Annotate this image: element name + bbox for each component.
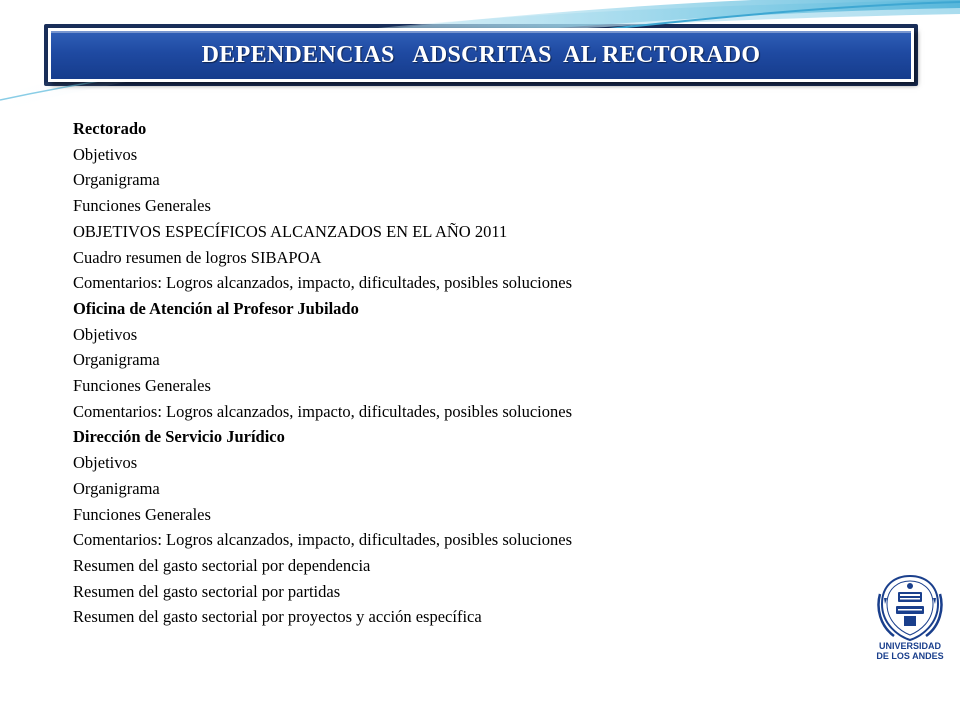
list-item: OBJETIVOS ESPECÍFICOS ALCANZADOS EN EL AÑO 2011 xyxy=(73,221,508,241)
list-item: Comentarios: Logros alcanzados, impacto, dificultades, posibles soluciones xyxy=(73,530,573,550)
section-heading: Dirección de Servicio Jurídico xyxy=(73,427,285,447)
university-logo-text xyxy=(868,641,952,661)
title-bar xyxy=(48,28,914,82)
slide-title: DEPENDENCIAS ADSCRITAS AL RECTORADO xyxy=(201,41,761,68)
list-item: Objetivos xyxy=(73,453,138,473)
list-item: Resumen del gasto sectorial por proyectos y acción específica xyxy=(73,607,482,627)
list-item: Organigrama xyxy=(73,350,160,370)
list-item: Cuadro resumen de logros SIBAPOA xyxy=(73,247,322,267)
list-item: Organigrama xyxy=(73,478,160,498)
logo-line-1: UNIVERSIDAD xyxy=(878,641,941,651)
list-item: Comentarios: Logros alcanzados, impacto, dificultades, posibles soluciones xyxy=(73,273,573,293)
list-item: Funciones Generales xyxy=(73,504,211,524)
list-item: Resumen del gasto sectorial por dependencia xyxy=(73,555,371,575)
list-item: Objetivos xyxy=(73,324,138,344)
list-item: Comentarios: Logros alcanzados, impacto, dificultades, posibles soluciones xyxy=(73,401,573,421)
list-item: Funciones Generales xyxy=(73,376,211,396)
section-heading: Rectorado xyxy=(73,119,147,138)
list-item: Organigrama xyxy=(73,170,160,190)
content-list xyxy=(73,116,853,630)
logo-line-2: DE LOS ANDES xyxy=(876,651,944,661)
section-heading: Oficina de Atención al Profesor Jubilado xyxy=(73,298,359,318)
list-item: Objetivos xyxy=(73,144,138,164)
list-item: Funciones Generales xyxy=(73,196,211,216)
list-item: Resumen del gasto sectorial por partidas xyxy=(73,581,341,601)
